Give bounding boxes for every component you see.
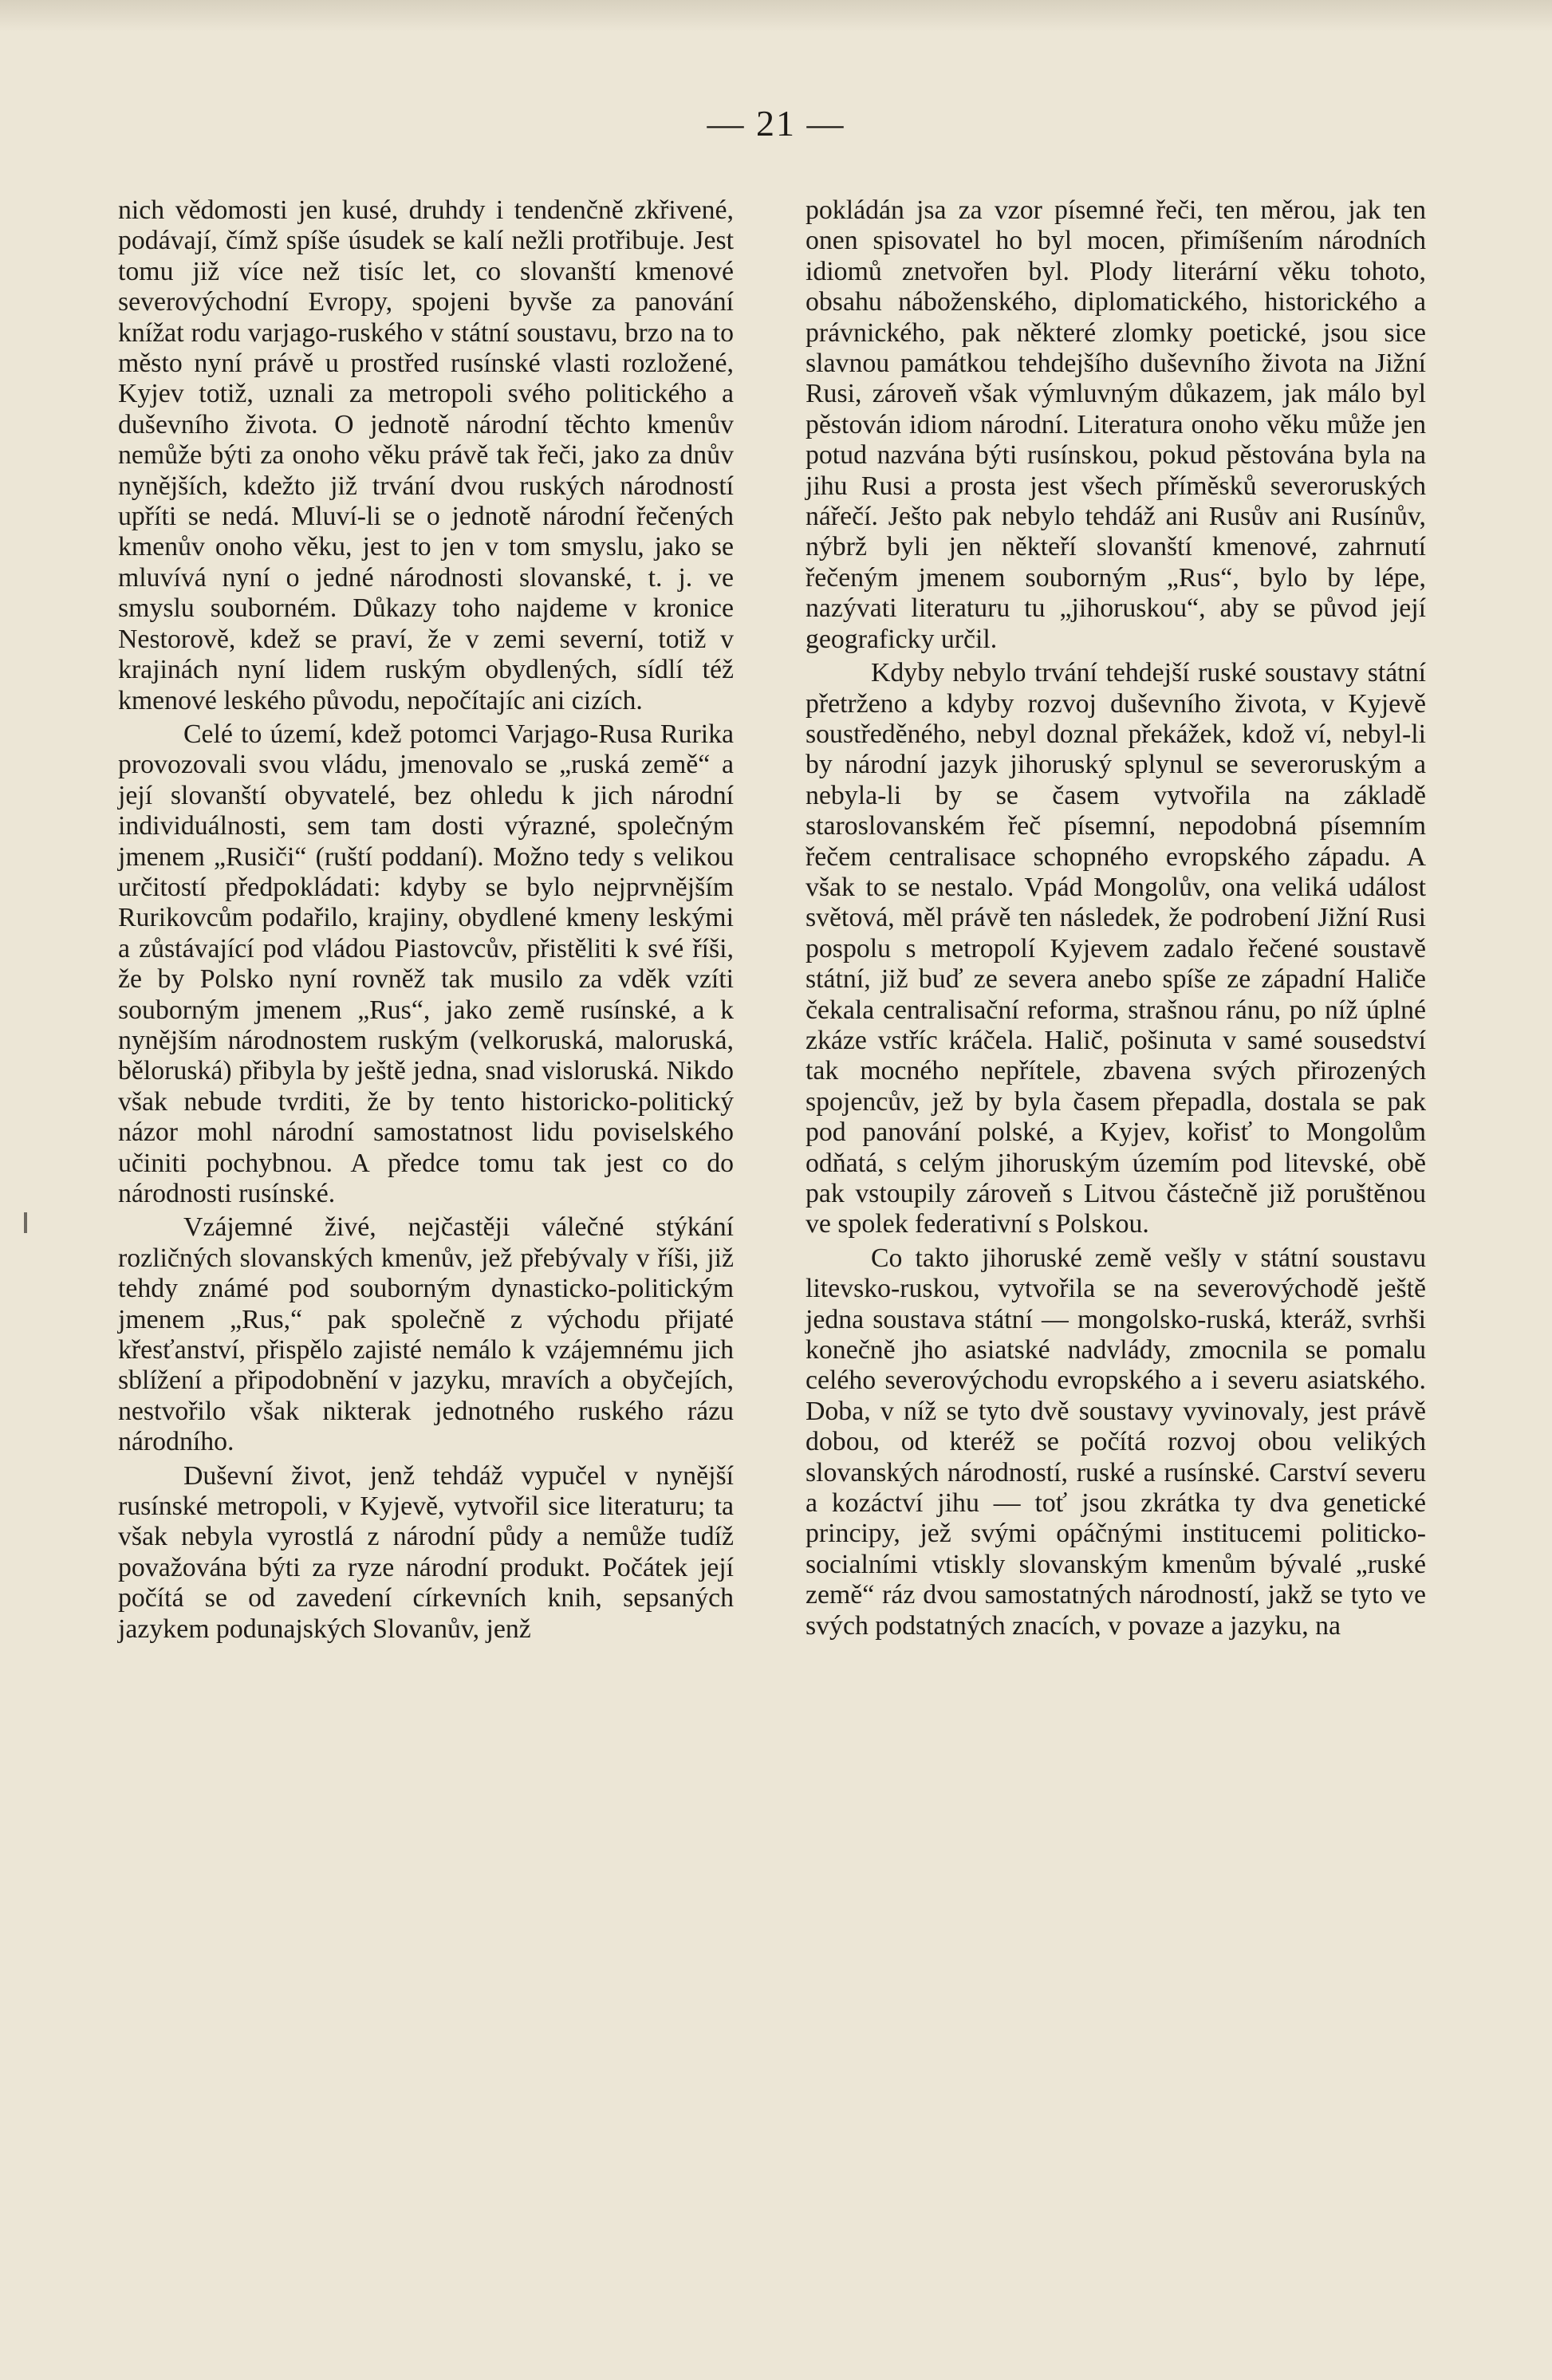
right-column (806, 195, 1426, 1641)
margin-mark (24, 1212, 27, 1233)
right-paragraph-2: Kdyby nebylo trvání tehdejší ruské soustavy státní přetrženo a kdyby rozvoj duševního života, v Kyjevě soustředěného, nebyl doznal překážek, kdož ví, nebyl-li by národní jazyk jihoruský splynul se severoruským a nebyla-li by se časem vytvořila na základě staroslovanském řeč písemní, nepodobná písemním řečem centralisace schopného evropského západu. A však to se nestalo. Vpád Mongolův, ona veliká událost světová, měl právě ten následek, že podrobení Jižní Rusi pospolu s metropolí Kyjevem zadalo řečené soustavě státní, již buď ze severa anebo spíše ze západní Haliče čekala centralisační reforma, strašnou ránu, po níž úplné zkáze vstříc kráčela. Halič, pošinuta v samé sousedství tak mocného nepřítele, zbavena svých přirozených spojencův, jež by byla časem přepadla, dostala se pak pod panování polské, a Kyjev, kořisť to Mongolům odňatá, s celým jihoruským územím pod litevské, obě pak vstoupily zároveň s Litvou částečně již poruštěnou ve spolek federativní s Polskou. (806, 658, 1426, 1239)
right-paragraph-3: Co takto jihoruské země vešly v státní soustavu litevsko-ruskou, vytvořila se na severovýchodě ještě jedna soustava státní — mongolsko-ruská, kteráž, svrhši konečně jho asiatské nadvlády, zmocnila se pomalu celého severovýchodu evropského a i severu asiatského. Doba, v níž se tyto dvě soustavy vyvinovaly, jest právě dobou, od kteréž se počítá rozvoj obou velikých slovanských národností, ruské a rusínské. Carství severu a kozáctví jihu — toť jsou zkrátka ty dva genetické principy, jež svými opáčnými institucemi politicko-socialními vtiskly slovanským kmenům bývalé „ruské země“ ráz dvou samostatných národností, jakž se tyto ve svých podstatných znacích, v povaze a jazyku, na (806, 1243, 1426, 1641)
left-paragraph-1: nich vědomosti jen kusé, druhdy i tendenčně zkřivené, podávají, čímž spíše úsudek se kalí nežli protřibuje. Jest tomu již více než tisíc let, co slovanští kmenové severovýchodní Evropy, spojeni byvše za panování knížat rodu varjago-ruského v státní soustavu, brzo na to město nyní právě u prostřed rusínské vlasti rozložené, Kyjev totiž, uznali za metropoli svého politického a duševního života. O jednotě národní těchto kmenův nemůže býti za onoho věku právě tak řeči, jako za dnův nynějších, kdežto již trvání dvou ruských národností upříti se nedá. Mluví-li se o jednotě národní řečených kmenův onoho věku, jest to jen v tom smyslu, jako se mluvívá nyní o jedné národnosti slovanské, t. j. ve smyslu souborném. Důkazy toho najdeme v kronice Nestorově, kdež se praví, že v zemi severní, totiž v krajinách nyní lidem ruským obydlených, sídlí též kmenové leského původu, nepočítajíc ani cizích. (118, 195, 734, 715)
left-column (118, 195, 734, 1645)
left-paragraph-4: Duševní život, jenž tehdáž vypučel v nynější rusínské metropoli, v Kyjevě, vytvořil sice literaturu; ta však nebyla vyrostlá z národní půdy a nemůže tudíž považována býti za ryze národní produkt. Počátek její počítá se od zavedení církevních knih, sepsaných jazykem podunajských Slovanův, jenž (118, 1460, 734, 1644)
page-top-edge (0, 0, 1552, 32)
right-paragraph-1: pokládán jsa za vzor písemné řeči, ten měrou, jak ten onen spisovatel ho byl mocen, přimíšením národních idiomů znetvořen byl. Plody literární věku tohoto, obsahu náboženského, diplomatického, historického a právnického, pak některé zlomky poetické, jsou sice slavnou památkou tehdejšího duševního života na Jižní Rusi, zároveň však výmluvným důkazem, jak málo byl pěstován idiom národní. Literatura onoho věku může jen potud nazvána býti rusínskou, pokud pěstována byla na jihu Rusi a prosta jest všech příměsků severoruských nářečí. Ješto pak nebylo tehdáž ani Rusův ani Rusínův, nýbrž byli jen někteří slovanští kmenové, zahrnutí řečeným jmenem souborným „Rus“, bylo by lépe, nazývati literaturu tu „jihoruskou“, aby se původ její geograficky určil. (806, 195, 1426, 654)
left-paragraph-3: Vzájemné živé, nejčastěji válečné stýkání rozličných slovanských kmenův, jež přebývaly v říši, již tehdy známé pod souborným dynasticko-politickým jmenem „Rus,“ pak společně z východu přijaté křesťanství, přispělo zajisté nemálo k vzájemnému jich sblížení a připodobnění v jazyku, mravích a obyčejích, nestvořilo však nikterak jednotného ruského rázu národního. (118, 1212, 734, 1457)
left-paragraph-2: Celé to území, kdež potomci Varjago-Rusa Rurika provozovali svou vládu, jmenovalo se „ruská země“ a její slovanští obyvatelé, bez ohledu k jich národní individuálnosti, sem tam dosti výrazné, společným jmenem „Rusiči“ (ruští poddaní). Možno tedy s velikou určitostí předpokládati: kdyby se bylo nejprvnějším Rurikovcům podařilo, krajiny, obydlené kmeny leskými a zůstávající pod vládou Piastovcův, přistěliti k své říši, že by Polsko nyní rovněž tak musilo za vděk vzíti souborným jmenem „Rus“, jako země rusínské, a k nynějším národnostem ruským (velkoruská, maloruská, běloruská) přibyla by ještě jedna, snad visloruská. Nikdo však nebude tvrditi, že by tento historicko-politický názor mohl národní samostatnost lidu poviselského učiniti pochybnou. A předce tomu tak jest co do národnosti rusínské. (118, 719, 734, 1208)
page-number: — 21 — (707, 103, 845, 144)
